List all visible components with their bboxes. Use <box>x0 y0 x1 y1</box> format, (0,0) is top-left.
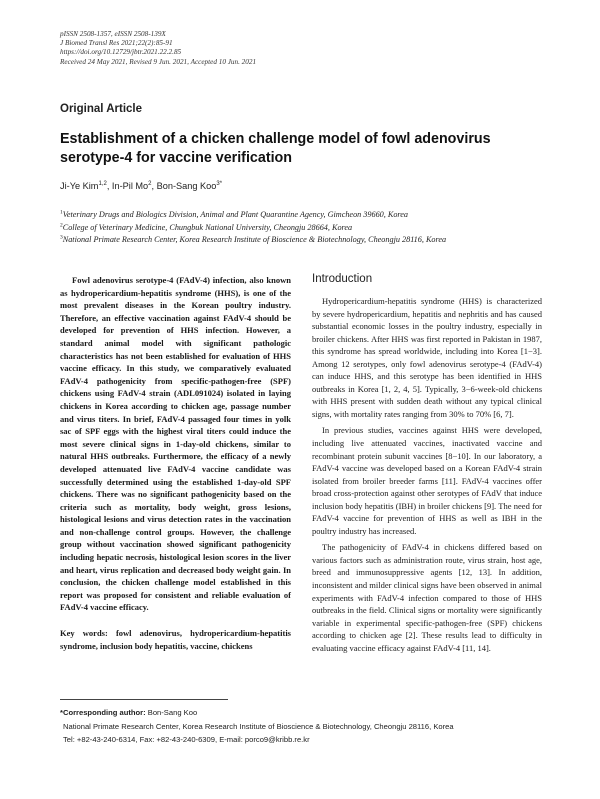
section-heading: Introduction <box>312 273 373 285</box>
abstract-text: Fowl adenovirus serotype-4 (FAdV-4) infection, also known as hydropericardium-hepatitis syndrome (HHS), is one of the most prevalent diseases in the Korean poultry industry. Therefore, an effective vaccination against FAdV-4 should be developed for prevention of HHS infection. However, a standard animal model with significant pathologic characteristics has not been established for evaluation of HHS vaccine efficacy. In this study, we comparatively evaluated FAdV-4 pathogenicity from specific-pathogen-free (SPF) chickens using FAdV-4 strain (ADL091024) isolated in laying chickens in Korea according to chicken age, passage number and virus titers. In brief, FAdV-4 passaged four times in yolk sac of SPF eggs with the highest viral titers could induce the most severe clinical signs in 1-day-old chickens, similar to natural HHS outbreaks. Furthermore, the efficacy of a newly developed attenuated live FAdV-4 vaccine candidate was successfully determined using the established 1-day-old SPF chickens. There was no significant pathogenicity based on the criteria such as mortality, body weight, gross lesions, histological lesions and virus detection rates in the vaccination and non-challenge control groups. However, the challenge group without vaccination showed significant pathogenicity including hepatic necrosis, histological lesion scores in the liver and heart, virus replication and decreased body weight gain. In conclusion, the chicken challenge model established in this report was proposed for consistent and reliable evaluation of FAdV-4 vaccine efficacy. <box>60 275 291 613</box>
journal-metadata <box>60 30 256 67</box>
introduction-body <box>312 295 542 654</box>
author-separator: , <box>106 181 112 191</box>
corresponding-author-name: Bon-Sang Koo <box>147 708 198 717</box>
affiliation-number: 3 <box>60 234 63 241</box>
affiliation-item <box>60 234 446 247</box>
doi-link[interactable]: https://doi.org/10.12729/jbtr.2021.22.2.85 <box>60 48 182 57</box>
affiliation-item <box>60 209 446 222</box>
affiliation-number: 2 <box>60 221 63 228</box>
affiliation-text: National Primate Research Center, Korea Research Institute of Bioscience & Biotechnology, Cheongju 28116, Korea <box>62 235 447 245</box>
abstract <box>60 274 291 652</box>
author-name: In-Pil Mo <box>111 181 149 191</box>
affiliation-list <box>60 209 446 247</box>
keywords: Key words: fowl adenovirus, hydropericardium-hepatitis syndrome, inclusion body hepatitis, vaccine, chickens <box>60 628 291 651</box>
affiliation-number: 1 <box>60 209 63 216</box>
author-name: Ji-Ye Kim <box>60 181 99 191</box>
author-separator: , <box>151 181 157 191</box>
footnote-author-line <box>60 706 454 720</box>
affiliation-text: Veterinary Drugs and Biologics Division, Animal and Plant Quarantine Agency, Gimcheon 39660, Korea <box>62 210 409 219</box>
footnote-divider <box>60 699 228 700</box>
paragraph: Hydropericardium-hepatitis syndrome (HHS) is characterized by severe hydropericardium, hepatitis and nephritis and has caused substantial economic losses in the poultry industry, especially in broiler chickens. After HHS was first reported in Pakistan in 1987, this syndrome has spread worldwide, including into Korea [1−3]. Among 12 serotypes, only fowl adenovirus serotype-4 (FAdV-4) can induce HHS, and this serotype has been identified in HHS outbreaks in Korea [1, 2, 4, 5]. Typically, 3−6-week-old chickens with HHS present with sudden death without any typical clinical signs, with mortality rates ranging from 30% to 70% [6, 7]. <box>312 296 542 419</box>
paragraph: The pathogenicity of FAdV-4 in chickens differed based on various factors such as administration route, virus strain, host age, breed and immunosuppressive agents [12, 13]. In addition, inconsistent and milder clinical signs have been observed in animal experiments with FAdV-4 infection compared to those of HHS outbreaks in the field. Clinical signs or mortality were significantly variable in experimental specific-pathogen-free (SPF) chickens according to chicken age [2]. These results lead to difficulty in evaluating vaccine efficacy against FAdV-4 [11, 14]. <box>312 542 542 653</box>
author-affiliation-mark: 1,2 <box>98 180 107 187</box>
footnote-label: *Corresponding author: <box>60 708 146 717</box>
paragraph: In previous studies, vaccines against HHS were developed, including live attenuated vaccines, inactivated vaccine and recombinant protein subunit vaccines [8−10]. In our laboratory, a FAdV-4 vaccine was developed based on a Korean FAdV-4 strain isolated from broiler breeder farms [11]. FAdV-4 vaccines offer broad cross-protection against other serotypes of FAdV that induce inclusion body hepatitis (IBH) in broiler chickens [9]. The need for FAdV-4 vaccine for prevention of HHS as well as IBH in the poultry industry has increased. <box>312 425 542 536</box>
affiliation-item <box>60 222 446 235</box>
footnote-address: National Primate Research Center, Korea Research Institute of Bioscience & Biotechnology, Cheongju 28116, Korea <box>63 721 454 731</box>
journal-citation: J Biomed Transl Res 2021;22(2):85-91 <box>60 39 173 48</box>
introduction-section <box>312 273 542 654</box>
corresponding-author-footnote <box>60 706 454 747</box>
affiliation-text: College of Veterinary Medicine, Chungbuk National University, Cheongju 28664, Korea <box>62 222 353 232</box>
footnote-contact: Tel: +82-43-240-6314, Fax: +82-43-240-6309, E-mail: porco9@kribb.re.kr <box>63 735 310 744</box>
issn-line: pISSN 2508-1357, eISSN 2508-139X <box>60 30 166 38</box>
paper-title: Establishment of a chicken challenge model of fowl adenovirus serotype-4 for vaccine verification <box>60 131 491 166</box>
author-list <box>60 181 222 191</box>
article-history: Received 24 May 2021, Revised 9 Jun. 2021, Accepted 10 Jun. 2021 <box>60 57 257 66</box>
author-name: Bon-Sang Koo <box>156 181 217 191</box>
author-affiliation-mark: 3* <box>216 180 223 187</box>
author-affiliation-mark: 2 <box>148 180 152 187</box>
article-type: Original Article <box>60 103 143 115</box>
keywords-block <box>60 627 291 652</box>
